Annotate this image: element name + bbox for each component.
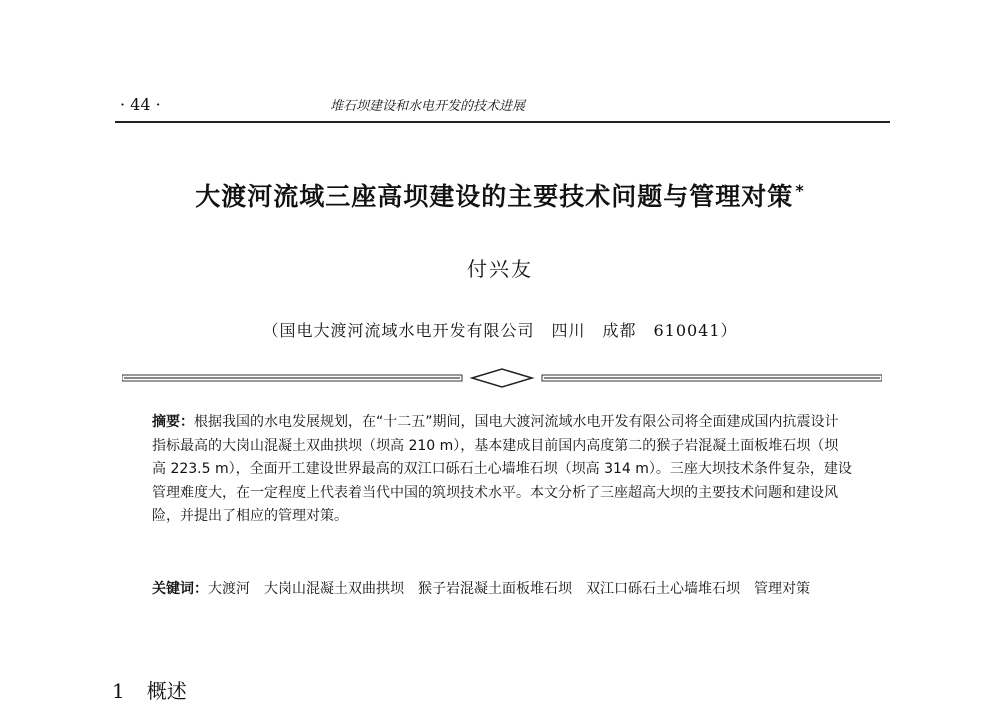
article-title: [0, 177, 1000, 213]
ornament-divider: [122, 367, 882, 389]
divider-diamond: [472, 369, 532, 387]
keyword-item: 双江口砾石土心墙堆石坝: [586, 581, 740, 597]
abstract-label: 摘要：: [152, 414, 194, 430]
keywords: [152, 578, 852, 602]
header-rule: [115, 121, 890, 123]
abstract-text: 根据我国的水电发展规划，在“十二五”期间，国电大渡河流域水电开发有限公司将全面建成国内抗震设计指标最高的大岗山混凝土双曲拱坝（坝高 210 m），基本建成目前国内高度第二的猴子岩混凝土面板堆石坝（坝高 223.5 m），全面开工建设世界最高的双江口砾石土心墙堆石坝（坝高 314 m）。三座大坝技术条件复杂，建设管理难度大，在一定程度上代表着当代中国的筑坝技术水平。本文分析了三座超高大坝的主要技术问题和建设风险，并提出了相应的管理对策。: [152, 414, 852, 524]
section-heading: [112, 675, 187, 704]
page-number: · 44 ·: [120, 95, 161, 114]
keyword-item: 猴子岩混凝土面板堆石坝: [418, 581, 572, 597]
keyword-item: 大岗山混凝土双曲拱坝: [264, 581, 404, 597]
abstract: [152, 411, 852, 529]
title-footnote-mark: *: [795, 180, 805, 200]
section-title: 概述: [146, 679, 187, 703]
running-title: 堆石坝建设和水电开发的技术进展: [330, 99, 526, 114]
article-title-text: 大渡河流域三座高坝建设的主要技术问题与管理对策: [195, 182, 794, 211]
keywords-label: 关键词：: [152, 581, 208, 597]
author-name: 付兴友: [467, 257, 533, 281]
section-number: 1: [112, 679, 125, 703]
author-affiliation: （国电大渡河流域水电开发有限公司 四川 成都 610041）: [262, 321, 738, 340]
keyword-item: 大渡河: [208, 581, 250, 597]
keyword-item: 管理对策: [754, 581, 810, 597]
